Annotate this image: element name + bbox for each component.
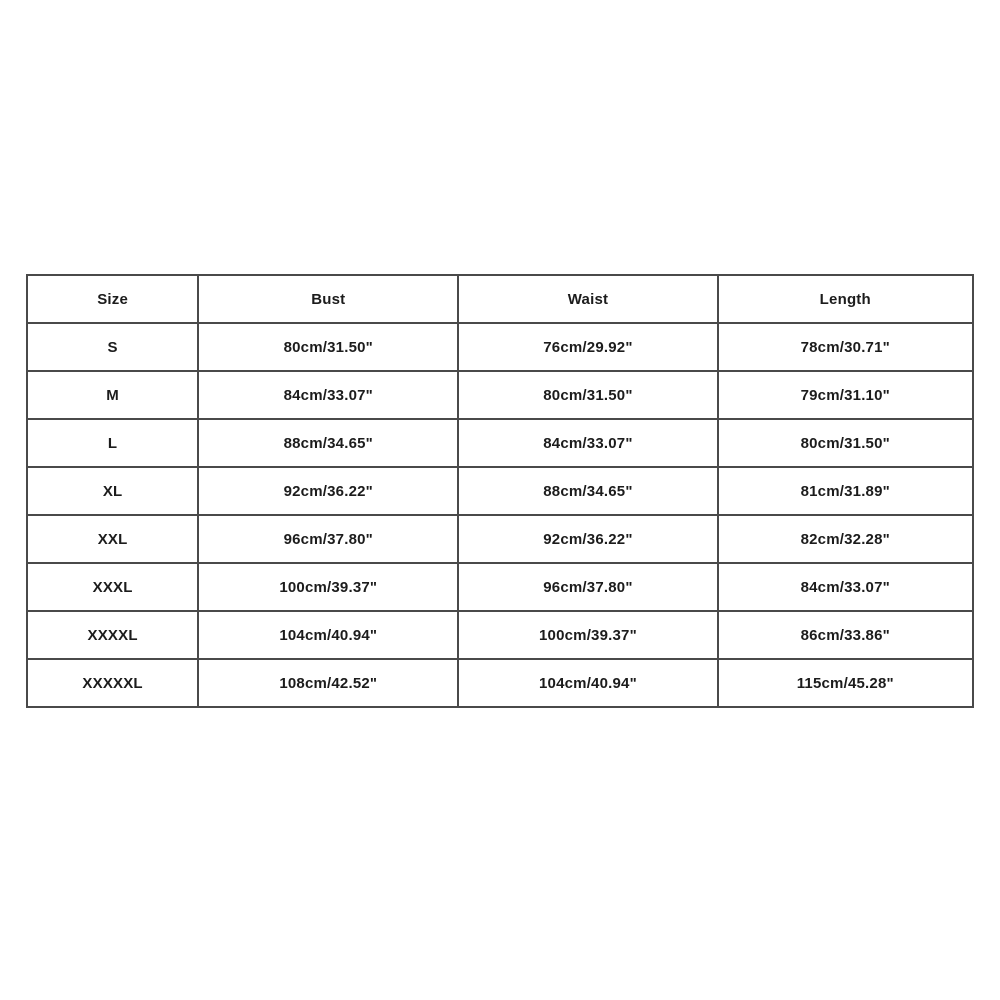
cell-waist: 84cm/33.07" bbox=[458, 419, 717, 467]
cell-waist: 92cm/36.22" bbox=[458, 515, 717, 563]
column-header-size: Size bbox=[27, 275, 198, 323]
header-row bbox=[27, 275, 973, 323]
cell-bust: 80cm/31.50" bbox=[198, 323, 458, 371]
cell-bust: 84cm/33.07" bbox=[198, 371, 458, 419]
cell-length: 115cm/45.28" bbox=[718, 659, 973, 707]
cell-bust: 104cm/40.94" bbox=[198, 611, 458, 659]
cell-size: XL bbox=[27, 467, 198, 515]
cell-waist: 88cm/34.65" bbox=[458, 467, 717, 515]
table-row bbox=[27, 563, 973, 611]
cell-bust: 108cm/42.52" bbox=[198, 659, 458, 707]
table-row bbox=[27, 371, 973, 419]
cell-length: 80cm/31.50" bbox=[718, 419, 973, 467]
table-row bbox=[27, 467, 973, 515]
cell-size: XXXXL bbox=[27, 611, 198, 659]
cell-bust: 88cm/34.65" bbox=[198, 419, 458, 467]
column-header-bust: Bust bbox=[198, 275, 458, 323]
cell-size: L bbox=[27, 419, 198, 467]
cell-bust: 92cm/36.22" bbox=[198, 467, 458, 515]
cell-bust: 96cm/37.80" bbox=[198, 515, 458, 563]
cell-length: 84cm/33.07" bbox=[718, 563, 973, 611]
cell-length: 82cm/32.28" bbox=[718, 515, 973, 563]
cell-size: XXL bbox=[27, 515, 198, 563]
cell-length: 81cm/31.89" bbox=[718, 467, 973, 515]
cell-size: XXXL bbox=[27, 563, 198, 611]
cell-waist: 100cm/39.37" bbox=[458, 611, 717, 659]
cell-size: S bbox=[27, 323, 198, 371]
table-row bbox=[27, 323, 973, 371]
cell-size: M bbox=[27, 371, 198, 419]
cell-waist: 104cm/40.94" bbox=[458, 659, 717, 707]
size-chart bbox=[26, 274, 974, 708]
column-header-length: Length bbox=[718, 275, 973, 323]
cell-size: XXXXXL bbox=[27, 659, 198, 707]
cell-waist: 80cm/31.50" bbox=[458, 371, 717, 419]
cell-waist: 76cm/29.92" bbox=[458, 323, 717, 371]
size-chart-table bbox=[26, 274, 974, 708]
cell-length: 78cm/30.71" bbox=[718, 323, 973, 371]
column-header-waist: Waist bbox=[458, 275, 717, 323]
table-row bbox=[27, 659, 973, 707]
cell-length: 86cm/33.86" bbox=[718, 611, 973, 659]
table-row bbox=[27, 515, 973, 563]
table-row bbox=[27, 419, 973, 467]
cell-bust: 100cm/39.37" bbox=[198, 563, 458, 611]
table-row bbox=[27, 611, 973, 659]
cell-length: 79cm/31.10" bbox=[718, 371, 973, 419]
cell-waist: 96cm/37.80" bbox=[458, 563, 717, 611]
